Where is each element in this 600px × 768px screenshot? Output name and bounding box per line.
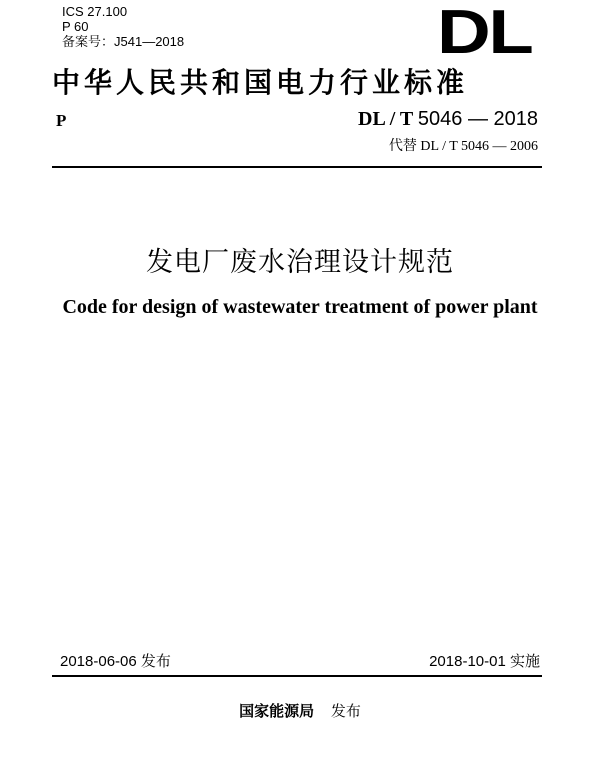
dl-logo: DL	[437, 0, 532, 67]
document-title-chinese: 发电厂废水治理设计规范	[146, 247, 454, 278]
ics-code: ICS 27.100	[62, 4, 128, 19]
implementation-date: 2018-10-01 实施	[429, 653, 540, 670]
replaces-standard: 代替 DL / T 5046 — 2006	[388, 139, 538, 154]
footer-divider	[52, 675, 542, 677]
standard-number	[358, 108, 538, 131]
issuer-action: 发布	[330, 702, 361, 720]
issuer-line	[0, 700, 600, 721]
issuer-name: 国家能源局	[239, 702, 315, 720]
issue-date: 2018-06-06 发布	[60, 653, 171, 670]
classification-block	[62, 4, 184, 49]
industry-standard-title: 中华人民共和国电力行业标准	[52, 66, 469, 99]
header-divider	[52, 166, 542, 168]
standard-category: P	[56, 111, 67, 130]
document-title-english: Code for design of wastewater treatment of power plant	[62, 296, 538, 318]
standard-number-prefix: DL / T	[358, 108, 413, 130]
filing-number: 备案号：J541—2018	[62, 34, 185, 49]
ccs-code: P 60	[62, 19, 89, 34]
standard-number-value: 5046 — 2018	[417, 108, 538, 130]
